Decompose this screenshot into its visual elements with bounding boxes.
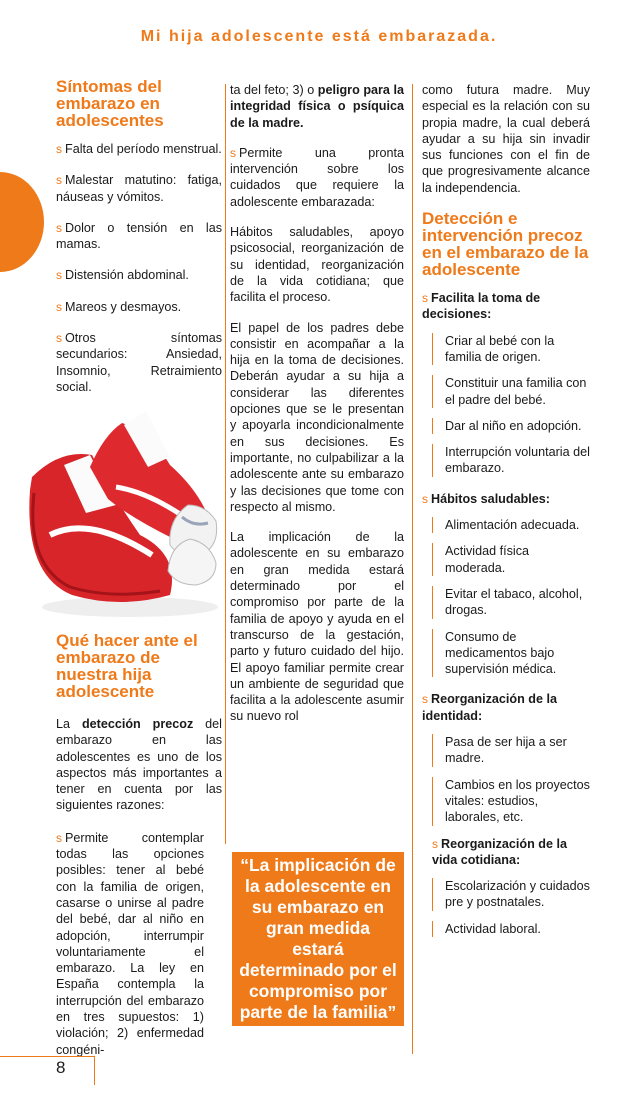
list-item: Cambios en los proyectos vitales: estudios, laborales, etc. — [432, 777, 590, 826]
column-1 — [56, 78, 222, 395]
list-item: Actividad física moderada. — [432, 543, 590, 576]
page-number-box — [0, 1056, 95, 1085]
column-divider — [225, 84, 226, 844]
column-2 — [230, 82, 404, 725]
paragraph: ta del feto; 3) o peligro para la integridad física o psíquica de la madre. — [230, 83, 404, 130]
paragraph: La detección precoz del embarazo en las adolescentes es uno de los aspectos más importantes a tener en cuenta por las siguientes razones: — [56, 717, 222, 813]
bullet-icon: s — [56, 299, 62, 314]
list-item: Constituir una familia con el padre del bebé. — [432, 375, 590, 408]
list-item: Escolarización y cuidados pre y postnatales. — [432, 878, 590, 911]
bullet-icon: s — [56, 331, 62, 346]
paragraph: La implicación de la adolescente en su embarazo en gran medida estará determinado por el compromiso por parte de la familia de apoyo y ayuda en el transcurso de la gestación, parto y futuro cuidado del hijo. El apoyo familiar permite crear un ambiente de seguridad que facilita a la adolescente asumir su nuevo rol — [230, 530, 404, 724]
bullet-icon: s — [422, 491, 428, 506]
paragraph: como futura madre. Muy especial es la relación con su propia madre, la cual deberá ayudar a su hija sin invadir sus funciones con el fin de que progresivamente alcance la independencia. — [422, 83, 590, 195]
column-1-lower — [56, 632, 222, 1058]
symptom-item: s Distensión abdominal. — [56, 268, 189, 283]
page-number: 8 — [56, 1058, 66, 1077]
bullet-icon: s — [56, 142, 62, 156]
column-3 — [422, 82, 590, 937]
detection-heading: Detección e intervención precoz en el embarazo de la adolescente — [422, 209, 589, 280]
list-item: Pasa de ser hija a ser madre. — [432, 734, 590, 767]
list-item: Evitar el tabaco, alcohol, drogas. — [432, 586, 590, 619]
list-item: Actividad laboral. — [432, 921, 590, 937]
section-habits — [422, 491, 590, 678]
section-decisions — [422, 290, 590, 477]
pull-quote: “La implicación de la adolescente en su embarazo en gran medida estará determinado por el compromiso por parte de la familia” — [232, 852, 404, 1026]
running-title: Mi hija adolescente está embarazada. — [140, 28, 498, 45]
bullet-icon: s — [432, 836, 438, 851]
section-title: s Facilita la toma de decisiones: — [422, 291, 541, 322]
section-title: s Reorganización de la identidad: — [422, 692, 557, 723]
bullet-icon: s — [56, 268, 62, 283]
bullet-icon: s — [230, 145, 236, 160]
paragraph: s Permite contemplar todas las opciones posibles: tener al bebé con la familia de origen, casarse o unirse al padre del bebé, dar al niño en adopción, interrumpir voluntariamente el embarazo. La ley en España contempla la interrupción del embarazo en tres supuestos: 1) violación; 2) enfermedad congéni- — [56, 830, 204, 1057]
orange-side-tab — [0, 172, 44, 272]
list-item: Dar al niño en adopción. — [432, 418, 590, 434]
symptom-item: s Falta del período menstrual. — [56, 142, 222, 156]
paragraph: El papel de los padres debe consistir en acompañar a la hija en la toma de decisiones. Deberán ayudar a su hija a considerar las diferentes opciones que se le presentan y apoyarla incondicionalmente en sus decisiones. Es importante, no culpabilizar a la adolescente ante su embarazo y las decisiones que tome con respecto al mismo. — [230, 320, 404, 514]
bullet-icon: s — [56, 220, 62, 235]
symptom-item: s Otros síntomas secundarios: Ansiedad, Insomnio, Retraimiento social. — [56, 331, 222, 394]
bullet-icon: s — [422, 692, 428, 707]
symptom-item: s Dolor o tensión en las mamas. — [56, 220, 222, 252]
paragraph: s Permite una pronta intervención sobre los cuidados que requiere la adolescente embarazada: — [230, 145, 404, 209]
list-item: Criar al bebé con la familia de origen. — [432, 333, 590, 366]
symptoms-heading: Síntomas del embarazo en adolescentes — [56, 77, 164, 130]
list-item: Consumo de medicamentos bajo supervisión médica. — [432, 629, 590, 678]
symptom-item: s Malestar matutino: fatiga, náuseas y vómitos. — [56, 173, 222, 204]
subsection-title: s Reorganización de la vida cotidiana: — [432, 836, 567, 867]
bullet-icon: s — [56, 830, 62, 845]
paragraph: Hábitos saludables, apoyo psicosocial, reorganización de su identidad, reorganización de la vida cotidiana; que facilita el proceso. — [230, 225, 404, 305]
list-item: Interrupción voluntaria del embarazo. — [432, 444, 590, 477]
section-title: s Hábitos saludables: — [422, 491, 550, 506]
bullet-icon: s — [422, 291, 428, 306]
symptom-item: s Mareos y desmayos. — [56, 299, 182, 314]
list-item: Alimentación adecuada. — [432, 517, 590, 533]
section-identity — [422, 691, 590, 937]
shoes-photo — [20, 395, 220, 620]
bullet-icon: s — [56, 173, 62, 188]
column-divider — [412, 84, 413, 1054]
what-to-do-heading: Qué hacer ante el embarazo de nuestra hija adolescente — [56, 631, 198, 701]
